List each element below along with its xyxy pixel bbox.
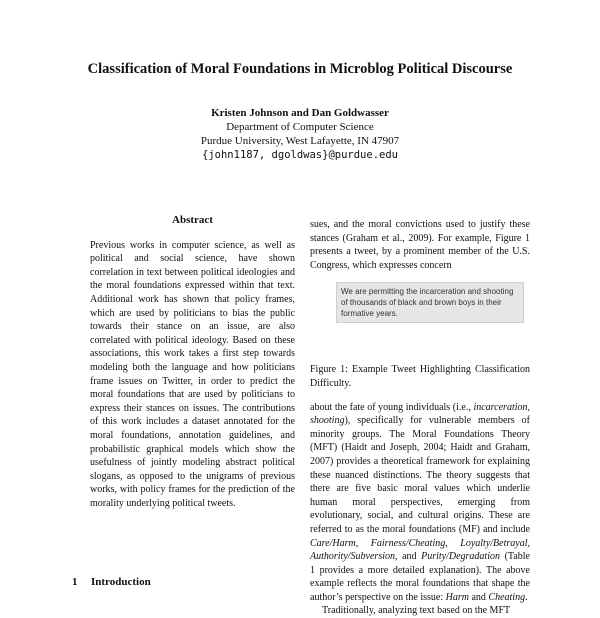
p2-emph-3: Purity/Degradation xyxy=(421,551,500,563)
section-heading xyxy=(72,576,151,588)
abstract-heading: Abstract xyxy=(172,214,213,226)
p2-text-e: and xyxy=(468,591,489,603)
section-number: 1 xyxy=(72,576,78,588)
p2-emph-2: Care/Harm, Fairness/Cheating, Loyalty/Betrayal, Authority/Subversion xyxy=(310,537,530,563)
figure-caption: Figure 1: Example Tweet Highlighting Classification Difficulty. xyxy=(310,364,530,389)
p2-emph-4: Harm xyxy=(445,591,469,603)
section-title: Introduction xyxy=(91,576,151,588)
left-column xyxy=(90,214,295,510)
author-block xyxy=(0,106,600,162)
author-emails: {john1187, dgoldwas}@purdue.edu xyxy=(202,149,398,161)
intro-paragraph-3: Traditionally, analyzing text based on the MFT xyxy=(322,605,511,617)
p2-emph-5: Cheating xyxy=(488,591,526,603)
intro-paragraph-2 xyxy=(310,401,530,605)
right-column xyxy=(310,218,530,618)
p2-text-d: (Table 1 provides a more detailed explanation). The above example reflects the moral foundations that shape the author’s perspective on the issue: xyxy=(310,551,530,603)
affiliation: Purdue University, West Lafayette, IN 47907 xyxy=(200,135,400,147)
abstract-body: Previous works in computer science, as well as political and social science, have shown correlation in text between political ideologies and the moral foundations expressed within that text. Additional work has shown that policy frames, which are used by politicians to bias the public towards their stance on an issue, are also correlated with political ideology. Based on these associations, this work takes a first step towards modeling both the language and how politicians frame issues on Twitter, in order to predict the moral foundations that are used by politicians to express their stances on issues. The contributions of this work includes a dataset annotated for the moral foundations, annotation guidelines, and probabilistic graphical models which show the usefulness of jointly modeling abstract political slogans, as opposed to the unigrams of previous works, with policy frames for the prediction of the morality underlying political tweets. xyxy=(90,239,295,509)
p2-text-b: ), specifically for vulnerable members of minority groups. The Moral Foundations Theory (MFT) (Haidt and Joseph, 2004; Haidt and Graham, 2007) provides a theoretical framework for explaining these nuanced distinctions. The theory suggests that there are five basic moral values which underlie human moral perspectives, emerging from evolutionary, social, and cultural origins. These are referred to as the moral foundations (MF) and include xyxy=(310,415,530,535)
department: Department of Computer Science xyxy=(226,121,374,133)
p2-text-a: about the fate of young individuals (i.e., xyxy=(310,401,474,413)
p2-text-c: , and xyxy=(395,551,422,563)
p2-text-f: . xyxy=(525,591,528,603)
paper-title: Classification of Moral Foundations in Microblog Political Discourse xyxy=(87,61,513,77)
p2-emph-1: incarceration, shooting xyxy=(310,401,530,427)
author-names: Kristen Johnson and Dan Goldwasser xyxy=(211,107,389,119)
example-tweet: We are permitting the incarceration and shooting of thousands of black and brown boys in their formative years. xyxy=(336,282,524,323)
intro-paragraph-1: sues, and the moral convictions used to justify these stances (Graham et al., 2009). For example, Figure 1 presents a tweet, by a prominent member of the U.S. Congress, which expresses concern xyxy=(310,219,530,271)
